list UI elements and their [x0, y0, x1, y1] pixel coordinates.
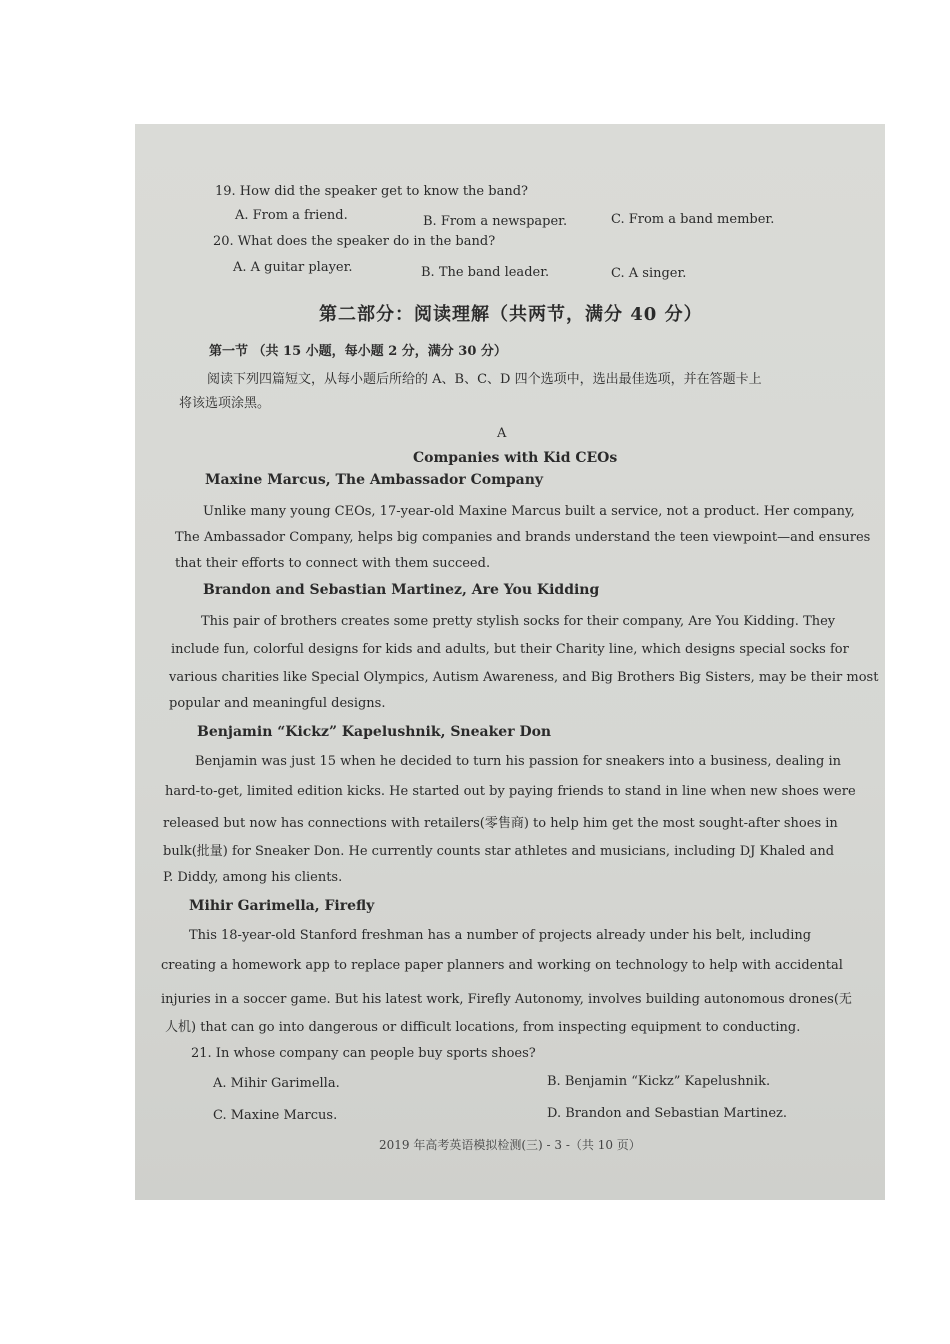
question-19-stem: 19. How did the speaker get to know the band?	[215, 184, 528, 199]
entry-garimella-line-4: 人机) that can go into dangerous or difficult locations, from inspecting equipment to conducting.	[165, 1020, 801, 1035]
entry-martinez-line-3: various charities like Special Olympics, Autism Awareness, and Big Brothers Big Sisters, may be their most	[169, 670, 879, 685]
question-21-option-d: D. Brandon and Sebastian Martinez.	[547, 1106, 788, 1121]
question-21-option-a: A. Mihir Garimella.	[213, 1076, 340, 1091]
entry-heading-garimella: Mihir Garimella, Firefly	[189, 898, 375, 914]
question-21-option-b: B. Benjamin “Kickz” Kapelushnik.	[547, 1074, 771, 1089]
question-19-option-c: C. From a band member.	[611, 212, 775, 227]
question-20-option-c: C. A singer.	[611, 266, 687, 281]
entry-kapelushnik-line-5: P. Diddy, among his clients.	[163, 870, 343, 885]
entry-kapelushnik-line-4: bulk(批量) for Sneaker Don. He currently counts star athletes and musicians, including DJ Khaled and	[163, 844, 835, 859]
page-footer: 2019 年高考英语模拟检测(三) - 3 -（共 10 页）	[379, 1138, 641, 1152]
entry-martinez-line-4: popular and meaningful designs.	[169, 696, 386, 711]
question-20-stem: 20. What does the speaker do in the band?	[213, 234, 496, 249]
question-19-option-b: B. From a newspaper.	[423, 214, 568, 229]
passage-title: Companies with Kid CEOs	[413, 450, 618, 466]
entry-heading-martinez: Brandon and Sebastian Martinez, Are You Kidding	[203, 582, 600, 598]
part-two-title: 第二部分：阅读理解（共两节，满分 40 分）	[319, 304, 703, 325]
entry-martinez-line-1: This pair of brothers creates some pretty stylish socks for their company, Are You Kidding. They	[201, 614, 836, 629]
entry-maxine-line-1: Unlike many young CEOs, 17-year-old Maxine Marcus built a service, not a product. Her company,	[203, 504, 855, 519]
entry-kapelushnik-line-3: released but now has connections with retailers(零售商) to help him get the most sought-after shoes in	[163, 816, 838, 831]
section-one-heading: 第一节 （共 15 小题，每小题 2 分，满分 30 分）	[209, 344, 507, 359]
entry-kapelushnik-line-2: hard-to-get, limited edition kicks. He started out by paying friends to stand in line when new shoes were	[165, 784, 856, 799]
entry-maxine-line-3: that their efforts to connect with them succeed.	[175, 556, 491, 571]
entry-martinez-line-2: include fun, colorful designs for kids and adults, but their Charity line, which designs special socks for	[171, 642, 849, 657]
entry-heading-kapelushnik: Benjamin “Kickz” Kapelushnik, Sneaker Don	[197, 724, 552, 740]
instruction-line-2: 将该选项涂黑。	[179, 396, 271, 411]
entry-kapelushnik-line-1: Benjamin was just 15 when he decided to turn his passion for sneakers into a business, dealing in	[195, 754, 842, 769]
entry-garimella-line-3: injuries in a soccer game. But his latest work, Firefly Autonomy, involves building autonomous drones(无	[161, 992, 852, 1007]
question-20-option-b: B. The band leader.	[421, 265, 550, 280]
question-21-option-c: C. Maxine Marcus.	[213, 1108, 338, 1123]
instruction-line-1: 阅读下列四篇短文，从每小题后所给的 A、B、C、D 四个选项中，选出最佳选项，并在答题卡上	[207, 372, 762, 387]
entry-garimella-line-2: creating a homework app to replace paper planners and working on technology to help with accidental	[161, 958, 843, 973]
passage-letter: A	[497, 426, 507, 441]
question-20-option-a: A. A guitar player.	[233, 260, 353, 275]
entry-garimella-line-1: This 18-year-old Stanford freshman has a number of projects already under his belt, including	[189, 928, 812, 943]
question-21-stem: 21. In whose company can people buy sports shoes?	[191, 1046, 536, 1061]
entry-maxine-line-2: The Ambassador Company, helps big companies and brands understand the teen viewpoint—and ensures	[175, 530, 871, 545]
exam-page	[135, 124, 885, 1200]
entry-heading-maxine: Maxine Marcus, The Ambassador Company	[205, 472, 544, 488]
question-19-option-a: A. From a friend.	[235, 208, 348, 223]
